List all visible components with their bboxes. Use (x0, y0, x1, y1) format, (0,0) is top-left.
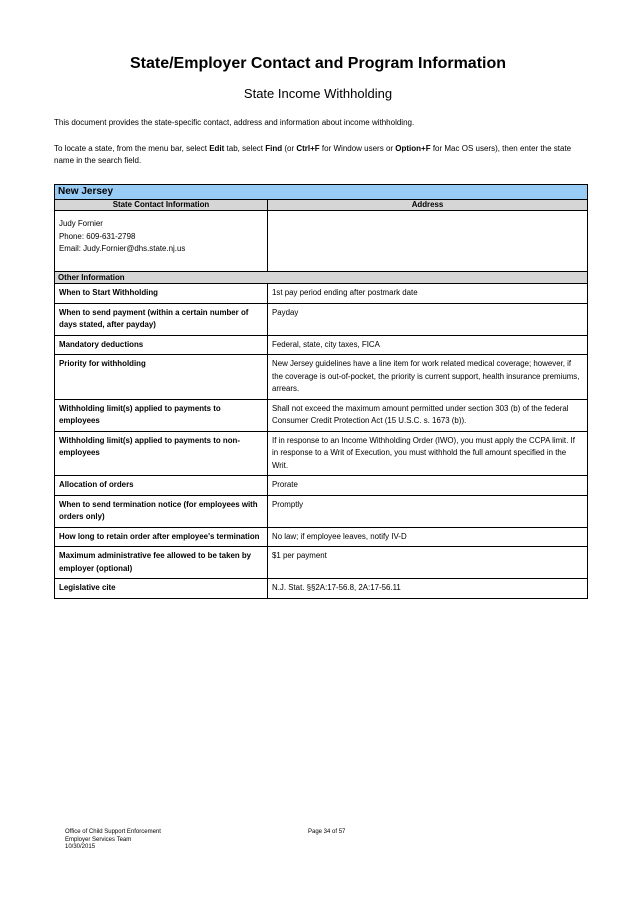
row-value: Payday (268, 303, 588, 335)
table-row (55, 579, 588, 599)
option-f-keyword: Option+F (395, 144, 431, 153)
row-value: Promptly (268, 495, 588, 527)
row-value: Federal, state, city taxes, FICA (268, 335, 588, 355)
address-cell (268, 211, 588, 272)
footer-team: Employer Services Team (65, 836, 132, 843)
table-row (55, 476, 588, 496)
row-label: Withholding limit(s) applied to payments to non-employees (55, 431, 268, 476)
intro-text: This document provides the state-specific contact, address and information about income withholding. (54, 118, 415, 127)
contact-cell (55, 211, 268, 272)
row-value: N.J. Stat. §§2A:17-56.8, 2A:17-56.11 (268, 579, 588, 599)
table-row (55, 335, 588, 355)
table-row (55, 284, 588, 304)
table-row (55, 547, 588, 579)
table-row (55, 527, 588, 547)
row-value: Prorate (268, 476, 588, 496)
row-label: When to send termination notice (for employees with orders only) (55, 495, 268, 527)
table-row (55, 303, 588, 335)
row-label: Priority for withholding (55, 355, 268, 400)
edit-keyword: Edit (209, 144, 225, 153)
header-contact: State Contact Information (55, 200, 268, 211)
info-rows (55, 284, 588, 599)
row-label: Allocation of orders (55, 476, 268, 496)
find-keyword: Find (265, 144, 283, 153)
footer-left (65, 829, 161, 852)
row-value: No law; if employee leaves, notify IV-D (268, 527, 588, 547)
ctrl-f-keyword: Ctrl+F (296, 144, 320, 153)
table-row (55, 355, 588, 400)
row-label: When to send payment (within a certain number of days stated, after payday) (55, 303, 268, 335)
row-value: 1st pay period ending after postmark date (268, 284, 588, 304)
state-name: New Jersey (55, 185, 588, 200)
footer-office: Office of Child Support Enforcement (65, 829, 161, 835)
instructions-text: To locate a state, from the menu bar, select Edit tab, select Find (or Ctrl+F for Window users or Option+F for Mac OS users), then enter the state name in the search field. (54, 144, 572, 165)
row-label: Legislative cite (55, 579, 268, 599)
row-label: When to Start Withholding (55, 284, 268, 304)
page-subtitle: State Income Withholding (243, 86, 393, 101)
row-label: Maximum administrative fee allowed to be taken by employer (optional) (55, 547, 268, 579)
other-info-header: Other Information (55, 272, 588, 284)
contact-email: Email: Judy.Fornier@dhs.state.nj.us (59, 244, 186, 253)
contact-phone: Phone: 609-631-2798 (59, 231, 136, 241)
row-label: How long to retain order after employee's termination (55, 527, 268, 547)
state-info-table (54, 184, 588, 599)
row-value: New Jersey guidelines have a line item for work related medical coverage; however, if the coverage is out-of-pocket, the priority is current support, health insurance premiums, arrears. (268, 355, 588, 400)
row-value: Shall not exceed the maximum amount permitted under section 303 (b) of the federal Consumer Credit Protection Act (15 U.S.C. s. 1673 (b)). (268, 399, 588, 431)
footer-date: 10/30/2015 (65, 844, 96, 850)
row-label: Mandatory deductions (55, 335, 268, 355)
row-value: If in response to an Income Withholding Order (IWO), you must apply the CCPA limit. If in response to a Writ of Execution, you must withhold the full amount specified in the Writ. (268, 431, 588, 476)
table-row (55, 431, 588, 476)
page-title: State/Employer Contact and Program Information (129, 55, 507, 72)
footer-page-number: Page 34 of 57 (308, 829, 346, 835)
row-value: $1 per payment (268, 547, 588, 579)
table-row (55, 495, 588, 527)
header-address: Address (268, 200, 588, 211)
row-label: Withholding limit(s) applied to payments to employees (55, 399, 268, 431)
contact-name: Judy Fornier (59, 219, 103, 228)
table-row (55, 399, 588, 431)
